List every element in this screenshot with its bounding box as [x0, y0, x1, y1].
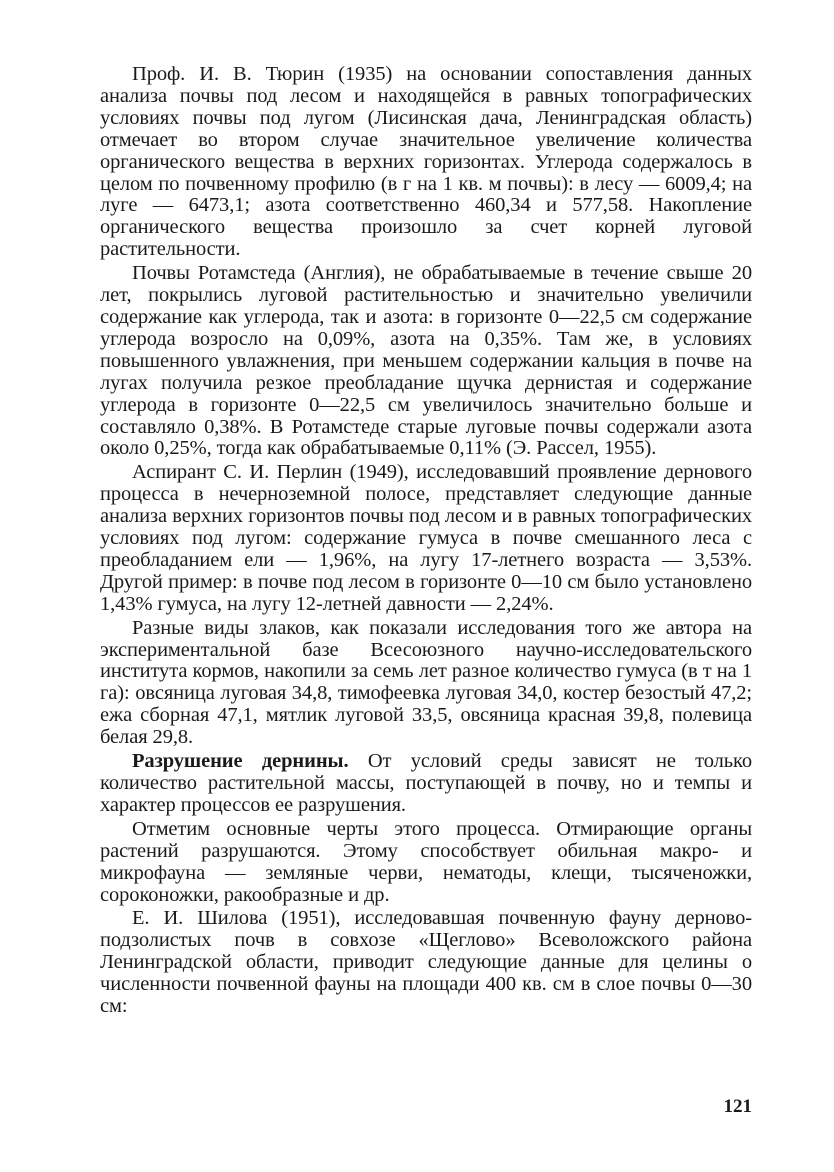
- paragraph-grasses: Разные виды злаков, как показали исследования того же автора на экспериментальной базе Всесоюзного научно-исследовательского института кормов, накопили за семь лет разное количество гумуса (в т на 1 га): овсяница луговая 34,8, тимофеевка луговая 34,0, костер безостый 47,2; ежа сборная 47,1, мятлик луговой 33,5, овсяница красная 39,8, полевица белая 29,8.: [100, 616, 752, 749]
- paragraph-fauna: Отметим основные черты этого процесса. Отмирающие органы растений разрушаются. Этому способствует обильная макро- и микрофауна — земляные черви, нематоды, клещи, тысяченожки, сороконожки, ракообразные и др.: [100, 817, 752, 906]
- section-heading: Разрушение дернины.: [132, 750, 349, 773]
- paragraph-sod-destruction: [100, 751, 752, 817]
- page-body: [100, 64, 752, 1018]
- paragraph-rothamsted: Почвы Ротамстеда (Англия), не обрабатываемые в течение свыше 20 лет, покрылись луговой растительностью и значительно увеличили содержание как углерода, так и азота: в горизонте 0—22,5 см содержание углерода возросло на 0,09%, азота на 0,35%. Там же, в условиях повышенного увлажнения, при меньшем содержании кальция в почве на лугах получила резкое преобладание щучка дернистая и содержание углерода в горизонте 0—22,5 см увеличилось значительно больше и составляло 0,38%. В Ротамстеде старые луговые почвы содержали азота около 0,25%, тогда как обрабатываемые 0,11% (Э. Рассел, 1955).: [100, 262, 752, 460]
- paragraph-shilova: Е. И. Шилова (1951), исследовавшая почвенную фауну дерново-подзолистых почв в совхозе «Щеглово» Всеволожского района Ленинградской области, приводит следующие данные для целины о численности почвенной фауны на площади 400 кв. см в слое почвы 0—30 см:: [100, 907, 752, 1018]
- paragraph-text: От условий среды зависят не только количество растительной массы, поступающей в почву, но и темпы и характер процессов ее разрушения.: [100, 750, 752, 816]
- paragraph-perlin: Аспирант С. И. Перлин (1949), исследовавший проявление дернового процесса в нечерноземной полосе, представляет следующие данные анализа верхних горизонтов почвы под лесом и в равных топографических условиях под лугом: содержание гумуса в почве смешанного леса с преобладанием ели — 1,96%, на лугу 17-летнего возраста — 3,53%. Другой пример: в почве под лесом в горизонте 0—10 см было установлено 1,43% гумуса, на лугу 12-летней давности — 2,24%.: [100, 461, 752, 615]
- paragraph-tyurin: Проф. И. В. Тюрин (1935) на основании сопоставления данных анализа почвы под лесом и находящейся в равных топографических условиях почвы под лугом (Лисинская дача, Ленинградская область) отмечает во втором случае значительное увеличение количества органического вещества в верхних горизонтах. Углерода содержалось в целом по почвенному профилю (в г на 1 кв. м почвы): в лесу — 6009,4; на луге — 6473,1; азота соответственно 460,34 и 577,58. Накопление органического вещества произошло за счет корней луговой растительности.: [100, 63, 752, 261]
- page-number: 121: [723, 1096, 752, 1117]
